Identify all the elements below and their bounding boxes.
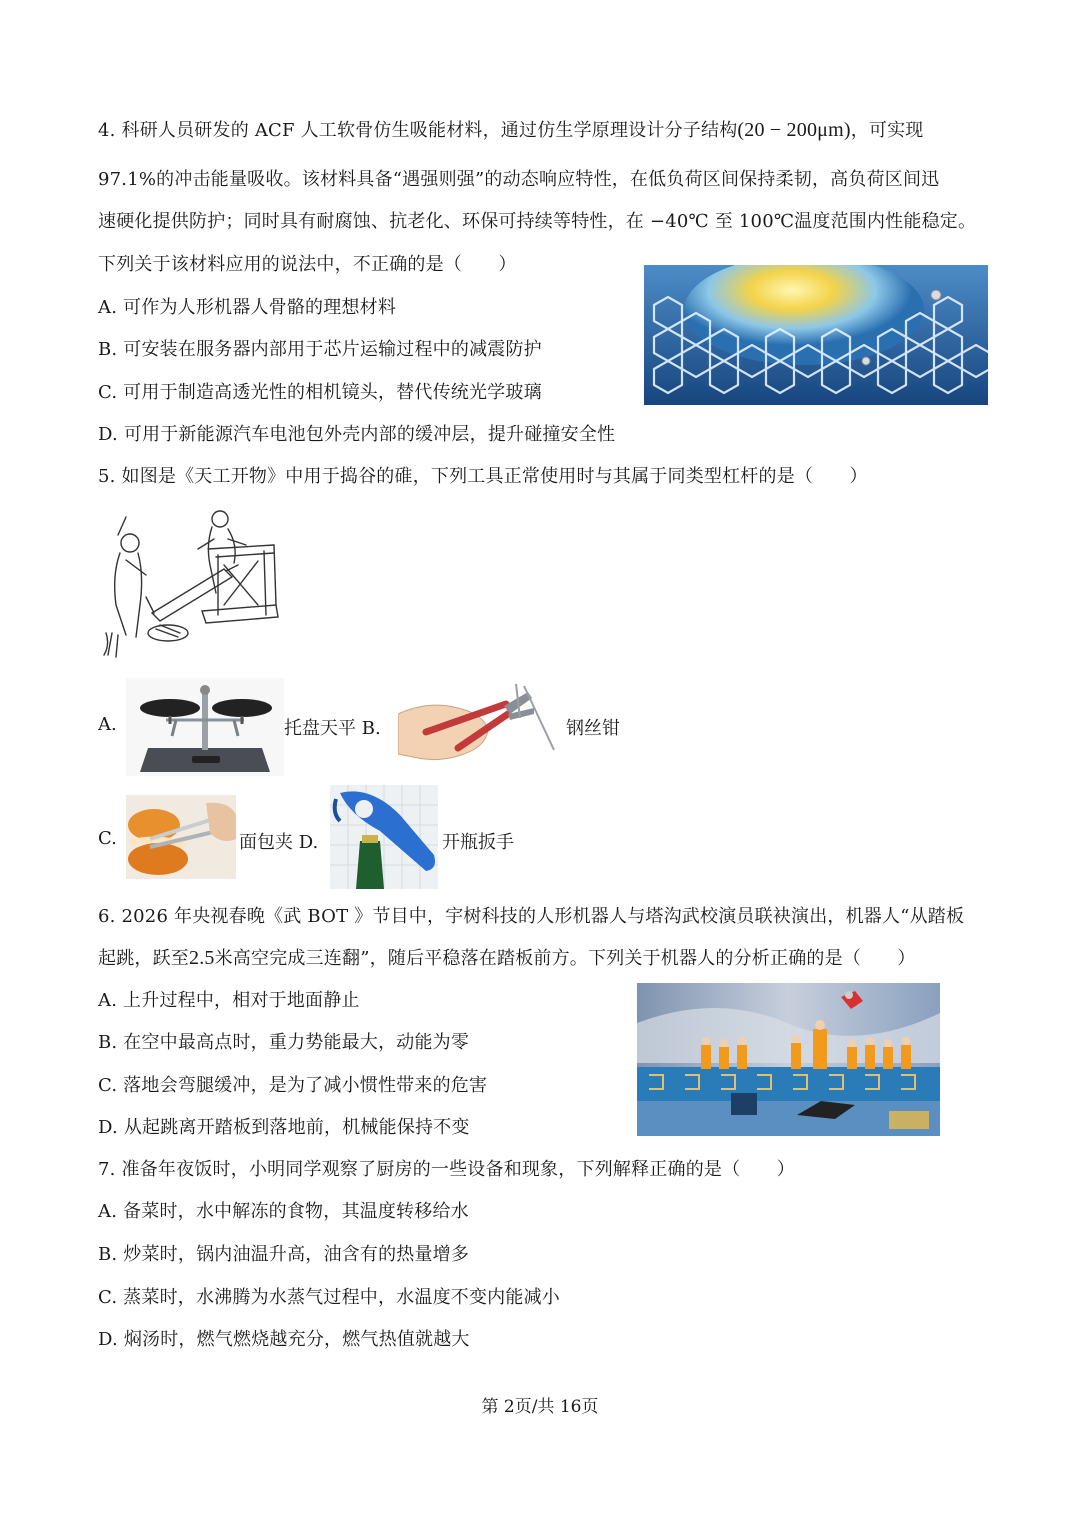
- q5-stem: 5. 如图是《天工开物》中用于捣谷的碓，下列工具正常使用时与其属于同类型杠杆的是（ ）: [98, 466, 868, 487]
- q6-stem-line2: [98, 946, 916, 971]
- bread-tongs-label: 面包夹: [239, 832, 293, 853]
- q5-option-b-prefix: B.: [361, 718, 381, 739]
- balance-scale-label: 托盘天平: [284, 718, 356, 739]
- honeycomb-material-image: [644, 265, 988, 405]
- q5-option-d-label: 开瓶扳手: [442, 832, 514, 853]
- q4-stem-line1: [98, 118, 924, 143]
- q4-stem-text: 4. 科研人员研发的 ACF 人工软骨仿生吸能材料，通过仿生学原理设计分子结构: [98, 120, 738, 141]
- q4-stem-line2: 97.1%的冲击能量吸收。该材料具备“遇强则强”的动态响应特性，在低负荷区间保持柔韧，高负荷区间迅: [98, 169, 940, 190]
- q4-option-c: C. 可用于制造高透光性的相机镜头，替代传统光学玻璃: [98, 382, 542, 403]
- q7-option-d: D. 焖汤时，燃气燃烧越充分，燃气热值就越大: [98, 1329, 470, 1350]
- q4-option-d: D. 可用于新能源汽车电池包外壳内部的缓冲层，提升碰撞安全性: [98, 424, 616, 445]
- q7-option-a: A. 备菜时，水中解冻的食物，其温度转移给水: [98, 1201, 469, 1222]
- q4-option-b: B. 可安装在服务器内部用于芯片运输过程中的减震防护: [98, 339, 542, 360]
- q6-option-c: C. 落地会弯腿缓冲，是为了减小惯性带来的危害: [98, 1075, 488, 1096]
- q4-option-a: A. 可作为人形机器人骨骼的理想材料: [98, 297, 397, 318]
- bottle-opener-image: [330, 785, 438, 889]
- q6-option-a: A. 上升过程中，相对于地面静止: [98, 990, 360, 1011]
- q6-height-value: 2.5: [189, 947, 215, 969]
- q5-option-b-label: 钢丝钳: [566, 718, 620, 739]
- q6-stem-text: 起跳，跃至: [98, 948, 189, 969]
- q4-stem-line3: 速硬化提供防护；同时具有耐腐蚀、抗老化、环保可持续等特性，在 −40℃ 至 100℃温度范围内性能稳定。: [98, 211, 977, 232]
- q4-stem-tail: ，可实现: [850, 120, 924, 141]
- q6-option-d: D. 从起跳离开踏板到落地前，机械能保持不变: [98, 1117, 470, 1138]
- q6-stem-tail: 米高空完成三连翻”，随后平稳落在踏板前方。下列关于机器人的分析正确的是（ ）: [214, 948, 916, 969]
- page-number: 第 2页/共 16页: [481, 1397, 599, 1417]
- q5-option-c-prefix: C.: [98, 828, 117, 849]
- ancient-pestle-figure: [98, 505, 280, 660]
- q6-option-b: B. 在空中最高点时，重力势能最大，动能为零: [98, 1032, 470, 1053]
- q4-size-formula: (20 − 200μm): [737, 119, 851, 141]
- q4-stem-line4: 下列关于该材料应用的说法中，不正确的是（ ）: [98, 254, 517, 275]
- q5-option-c-label: [239, 828, 318, 854]
- robot-stage-performance-image: [637, 983, 940, 1136]
- q6-stem-line1: 6. 2026 年央视春晚《武 BOT 》节目中，宇树科技的人形机器人与塔沟武校演员联袂演出，机器人“从踏板: [98, 906, 965, 927]
- q7-stem: 7. 准备年夜饭时，小明同学观察了厨房的一些设备和现象，下列解释正确的是（ ）: [98, 1159, 795, 1180]
- pliers-image: [398, 678, 558, 770]
- q7-option-c: C. 蒸菜时，水沸腾为水蒸气过程中，水温度不变内能减小: [98, 1287, 560, 1308]
- q5-option-a-label: [284, 714, 381, 740]
- balance-scale-image: [126, 678, 284, 776]
- bread-tongs-image: [126, 795, 236, 879]
- q5-option-d-prefix: D.: [298, 832, 319, 853]
- q7-option-b: B. 炒菜时，锅内油温升高，油含有的热量增多: [98, 1244, 470, 1265]
- q5-option-a-prefix: A.: [98, 714, 117, 735]
